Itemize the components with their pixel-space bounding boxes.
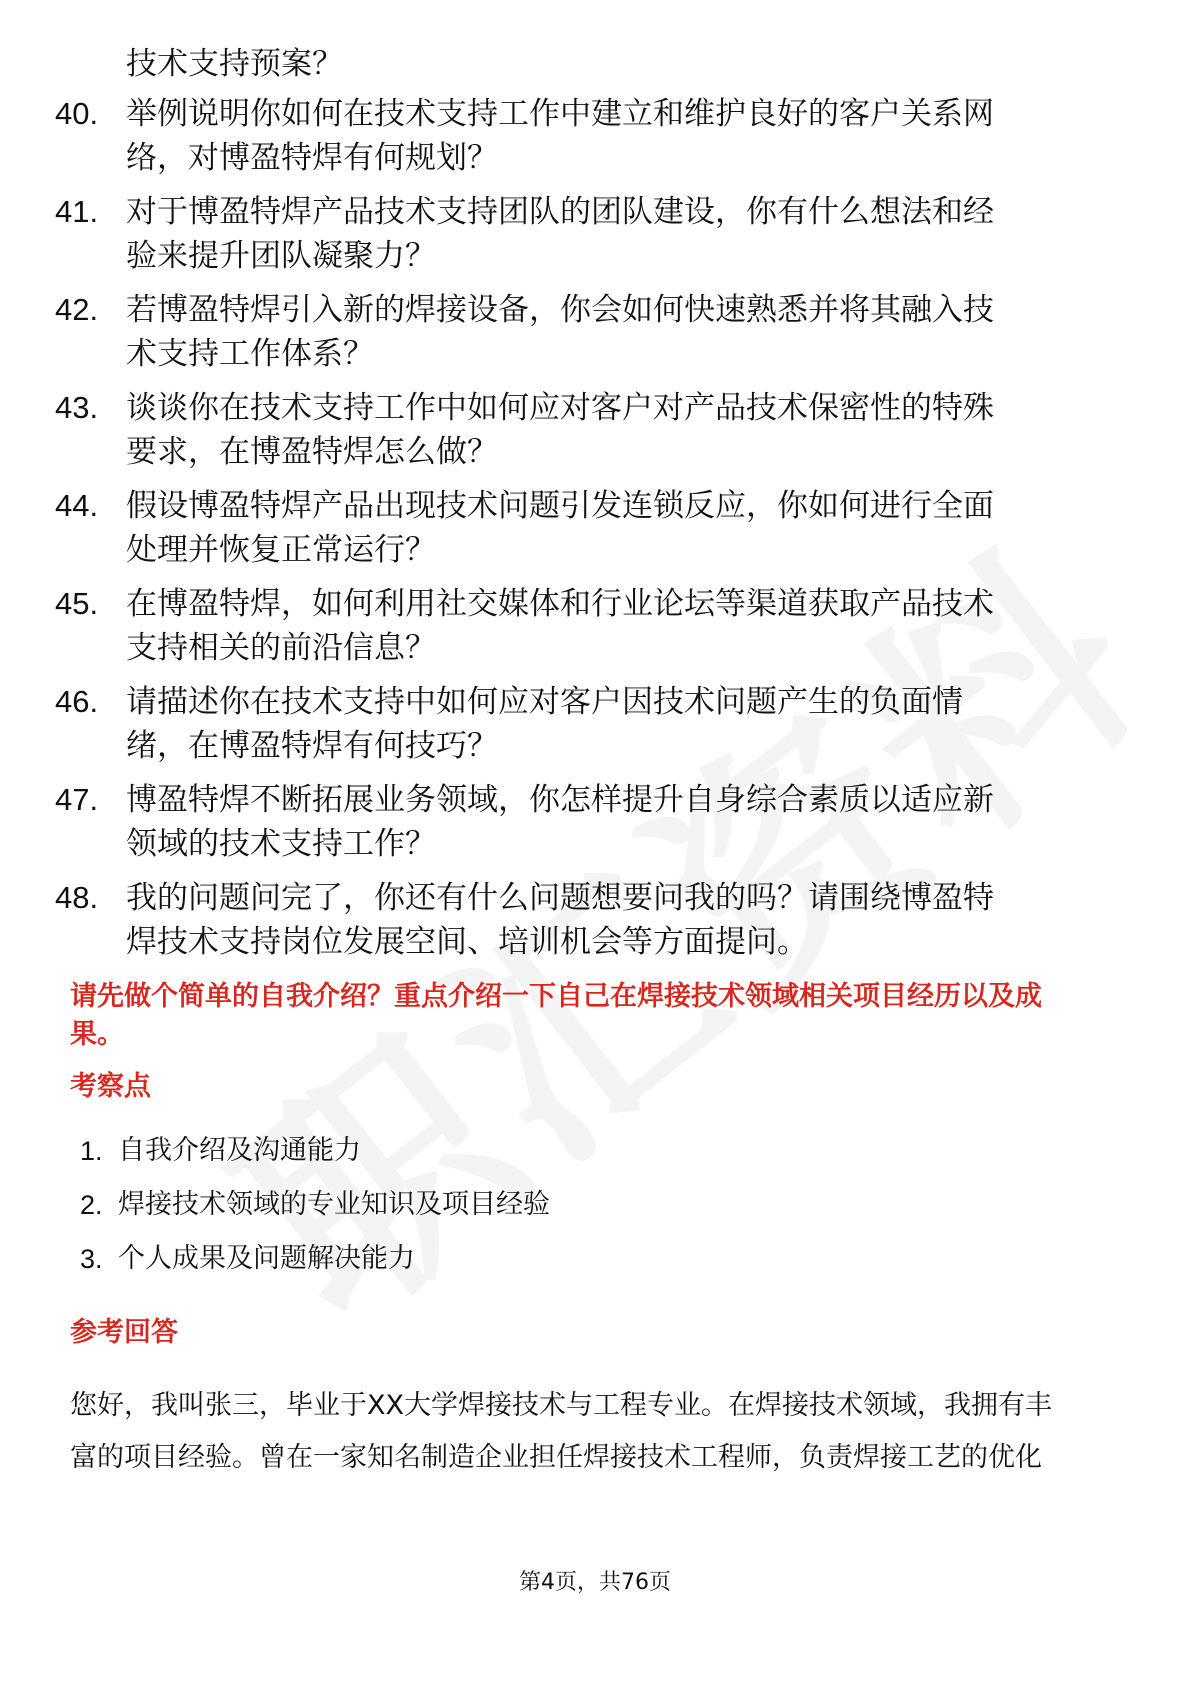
question-line: 术支持工作体系？ [126, 336, 374, 372]
question-number: 46. [55, 684, 99, 719]
question-line: 假设博盈特焊产品出现技术问题引发连锁反应，你如何进行全面 [126, 488, 994, 524]
question-item [55, 386, 1130, 474]
exam-points-list [80, 1132, 550, 1294]
question-text [126, 778, 994, 866]
question-number: 42. [55, 292, 99, 327]
question-line: 验来提升团队凝聚力？ [126, 238, 436, 274]
question-number: 47. [55, 782, 99, 817]
question-item [55, 484, 1130, 572]
question-item [55, 92, 1130, 180]
question-line: 博盈特焊不断拓展业务领域，你怎样提升自身综合素质以适应新 [126, 782, 994, 818]
list-item [80, 1240, 550, 1278]
question-list [55, 42, 1130, 974]
section-question [70, 978, 1130, 1054]
answer-line: 您好，我叫张三，毕业于XX大学焊接技术与工程专业。在焊接技术领域，我拥有丰 [70, 1390, 1052, 1421]
list-item-number: 2. [80, 1190, 103, 1220]
list-item-text: 焊接技术领域的专业知识及项目经验 [118, 1189, 550, 1220]
question-continuation: 技术支持预案？ [126, 46, 343, 82]
question-line: 举例说明你如何在技术支持工作中建立和维护良好的客户关系网 [126, 96, 994, 132]
question-item [55, 582, 1130, 670]
question-line: 绪，在博盈特焊有何技巧？ [126, 728, 498, 764]
exam-points-heading: 考察点 [70, 1071, 151, 1102]
question-line: 处理并恢复正常运行？ [126, 532, 436, 568]
question-line: 支持相关的前沿信息？ [126, 630, 436, 666]
question-line: 在博盈特焊，如何利用社交媒体和行业论坛等渠道获取产品技术 [126, 586, 994, 622]
section-question-line: 果。 [70, 1019, 124, 1050]
question-item [55, 876, 1130, 964]
question-item [55, 288, 1130, 376]
question-number: 40. [55, 96, 99, 131]
question-item [55, 680, 1130, 768]
question-number: 45. [55, 586, 99, 621]
question-number: 48. [55, 880, 99, 915]
question-line: 我的问题问完了，你还有什么问题想要问我的吗？请围绕博盈特 [126, 880, 994, 916]
question-line: 焊技术支持岗位发展空间、培训机会等方面提问。 [126, 924, 808, 960]
list-item [80, 1132, 550, 1170]
question-line: 请描述你在技术支持中如何应对客户因技术问题产生的负面情 [126, 684, 963, 720]
question-text [126, 680, 963, 768]
page-footer: 第4页，共76页 [519, 1570, 671, 1595]
question-number: 44. [55, 488, 99, 523]
question-number: 43. [55, 390, 99, 425]
question-item [55, 190, 1130, 278]
list-item-text: 个人成果及问题解决能力 [118, 1243, 415, 1274]
question-text [126, 288, 994, 376]
question-line: 领域的技术支持工作？ [126, 826, 436, 862]
question-text [126, 484, 994, 572]
list-item [80, 1186, 550, 1224]
list-item-number: 1. [80, 1136, 103, 1166]
question-line: 络，对博盈特焊有何规划？ [126, 140, 498, 176]
answer-line: 富的项目经验。曾在一家知名制造企业担任焊接技术工程师，负责焊接工艺的优化 [70, 1442, 1042, 1473]
list-item-number: 3. [80, 1244, 103, 1274]
question-text [126, 386, 994, 474]
question-line: 若博盈特焊引入新的焊接设备，你会如何快速熟悉并将其融入技 [126, 292, 994, 328]
question-text [126, 582, 994, 670]
question-text [126, 190, 994, 278]
question-line: 谈谈你在技术支持工作中如何应对客户对产品技术保密性的特殊 [126, 390, 994, 426]
question-text [126, 876, 994, 964]
question-item [55, 778, 1130, 866]
question-text [126, 92, 994, 180]
reference-answer-heading: 参考回答 [70, 1317, 178, 1348]
question-number: 41. [55, 194, 99, 229]
list-item-text: 自我介绍及沟通能力 [118, 1135, 361, 1166]
question-line: 对于博盈特焊产品技术支持团队的团队建设，你有什么想法和经 [126, 194, 994, 230]
section-question-line: 请先做个简单的自我介绍？重点介绍一下自己在焊接技术领域相关项目经历以及成 [70, 981, 1042, 1012]
question-line: 要求，在博盈特焊怎么做？ [126, 434, 498, 470]
reference-answer [70, 1380, 1140, 1484]
